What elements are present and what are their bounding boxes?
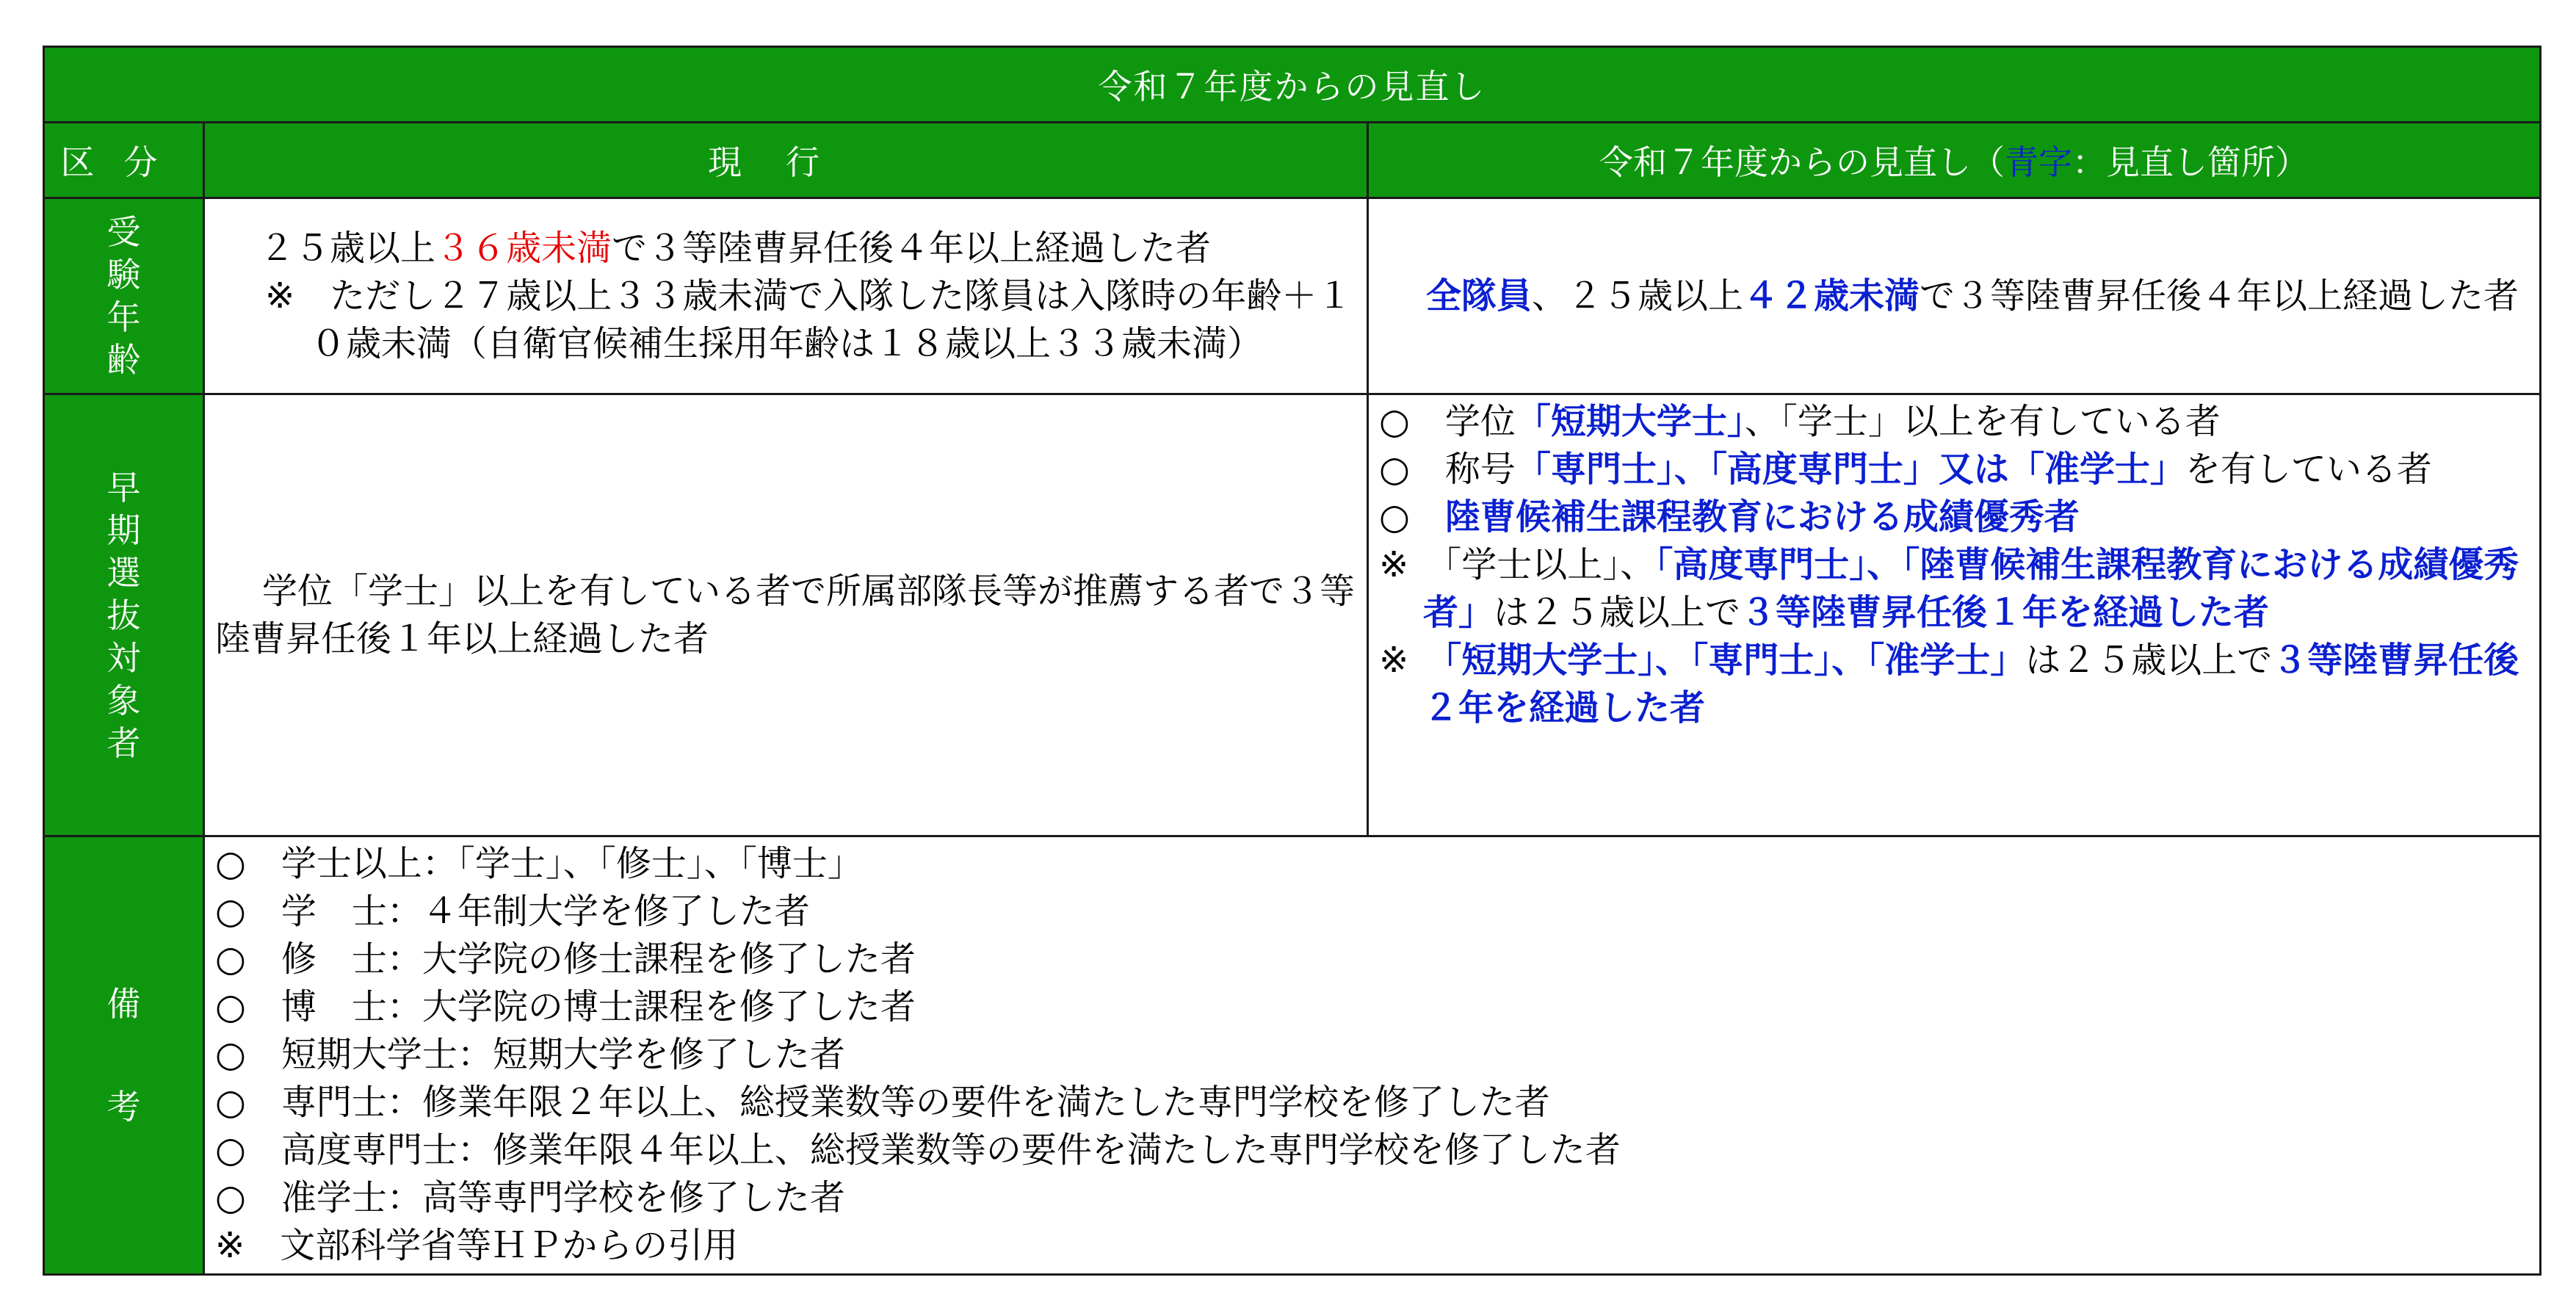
revised-age-a: 、２５歳以上 xyxy=(1532,275,1744,317)
revised-early-line3 xyxy=(1379,494,2529,541)
label-age-text: 受験年齢 xyxy=(106,212,141,380)
current-age-cell xyxy=(204,198,1368,394)
remarks-line: ○ 准学士：高等専門学校を修了した者 xyxy=(215,1177,845,1218)
revised-early-r5blue1: 「短期大学士」、「専門士」、「准学士」 xyxy=(1444,640,2026,681)
current-age-a: ２５歳以上 xyxy=(259,227,436,269)
revised-early-line1 xyxy=(1379,398,2529,446)
current-age-red: ３６歳未満 xyxy=(435,227,612,269)
revised-early-r5a: ※ xyxy=(1379,640,1444,681)
label-remarks xyxy=(44,836,204,1275)
revised-early-r5b: は２５歳以上で xyxy=(2025,640,2273,681)
current-age-main xyxy=(215,225,1356,272)
revised-early-r1b: 、「学士」以上を有している者 xyxy=(1744,401,2221,442)
header-kubun: 区分 xyxy=(44,123,204,198)
current-early-cell xyxy=(204,394,1368,836)
remarks-cell xyxy=(204,836,2541,1275)
revised-early-line4 xyxy=(1379,541,2529,637)
revised-age-blue2: ４２歳未満 xyxy=(1743,275,1920,317)
remarks-line: ○ 短期大学士：短期大学を修了した者 xyxy=(215,1034,845,1075)
label-age xyxy=(44,198,204,394)
header-revised xyxy=(1368,123,2541,198)
header-current: 現行 xyxy=(204,123,1368,198)
revised-early-r2b: を有している者 xyxy=(2185,449,2432,490)
label-early-text: 早期選抜対象者 xyxy=(106,467,141,763)
remarks-line: ○ 修 士：大学院の修士課程を修了した者 xyxy=(215,939,916,980)
revised-early-r4blue1: 「高度専門士」、「陸曹候補生課程教育における成績優秀者」 xyxy=(1423,544,2519,633)
revised-age-b: で３等陸曹昇任後４年以上経過した者 xyxy=(1920,275,2519,317)
revised-early-cell xyxy=(1368,394,2541,836)
remarks-line: ※ 文部科学省等ＨＰからの引用 xyxy=(215,1225,739,1266)
revised-early-line2 xyxy=(1379,446,2529,494)
revised-age-blue1: 全隊員 xyxy=(1426,275,1533,317)
header-revised-suffix: ：見直し箇所） xyxy=(2072,142,2309,182)
revised-early-r1a: ○ 学位 xyxy=(1379,401,1516,442)
remarks-line: ○ 専門士：修業年限２年以上、総授業数等の要件を満たした専門学校を修了した者 xyxy=(215,1082,1550,1123)
revised-early-r1blue: 「短期大学士」 xyxy=(1515,401,1745,442)
label-remarks-text: 備考 xyxy=(106,984,141,1127)
revised-early-r2blue: 「専門士」、「高度専門士」又は「准学士」 xyxy=(1515,449,2185,490)
revised-early-r2a: ○ 称号 xyxy=(1379,449,1516,490)
revised-early-r3blue: 陸曹候補生課程教育における成績優秀者 xyxy=(1444,496,2080,538)
remarks-line: ○ 高度専門士：修業年限４年以上、総授業数等の要件を満たした専門学校を修了した者 xyxy=(215,1129,1621,1171)
label-early xyxy=(44,394,204,836)
header-revised-prefix: 令和７年度からの見直し（ xyxy=(1599,142,2005,182)
remarks-line: ○ 学 士：４年制大学を修了した者 xyxy=(215,891,810,932)
revised-early-r5blue2: ３等陸曹昇任後２年を経過した者 xyxy=(1423,640,2519,728)
table-title: 令和７年度からの見直し xyxy=(44,47,2541,123)
revised-early-r4b: は２５歳以上で xyxy=(1494,592,1741,633)
remarks-line: ○ 博 士：大学院の博士課程を修了した者 xyxy=(215,986,916,1027)
revised-age-cell xyxy=(1368,198,2541,394)
current-age-note: ※ ただし２７歳以上３３歳未満で入隊した隊員は入隊時の年齢＋１０歳未満（自衛官候補生採用年齢は１８歳以上３３歳未満） xyxy=(265,275,1353,364)
remarks-line: ○ 学士以上：「学士」、「修士」、「博士」 xyxy=(215,843,863,884)
revised-early-r3a: ○ xyxy=(1379,496,1445,538)
revised-age-main xyxy=(1379,272,2529,320)
current-early-text: 学位「学士」以上を有している者で所属部隊長等が推薦する者で３等陸曹昇任後１年以上経過した者 xyxy=(215,570,1356,659)
revised-early-r4blue2: ３等陸曹昇任後１年を経過した者 xyxy=(1740,592,2270,633)
header-revised-blue: 青字 xyxy=(2005,142,2072,182)
revision-table xyxy=(43,46,2541,1276)
current-age-b: で３等陸曹昇任後４年以上経過した者 xyxy=(612,227,1212,269)
revised-early-line5 xyxy=(1379,637,2529,732)
revised-early-r4a: ※ 「学士以上」、 xyxy=(1379,544,1656,585)
